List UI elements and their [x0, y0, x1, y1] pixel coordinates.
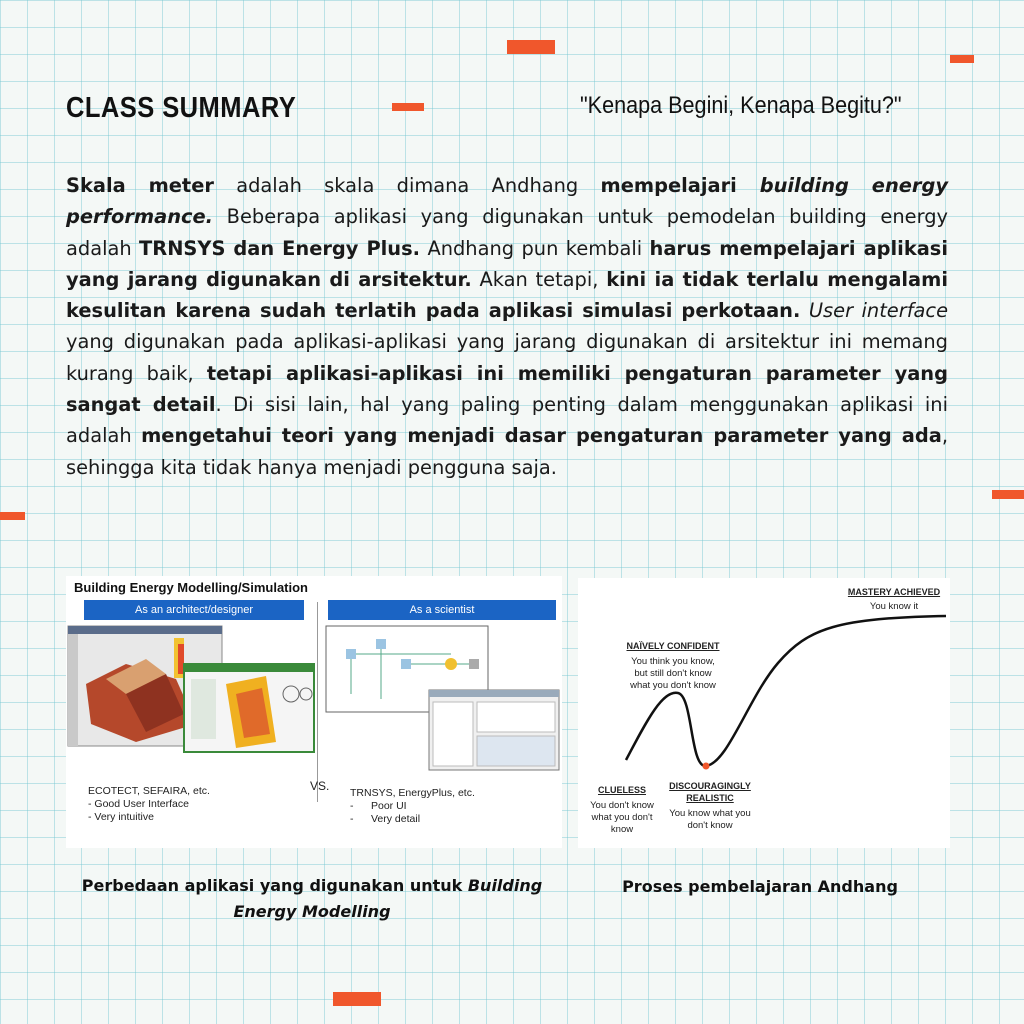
paragraph-run: User interface: [808, 299, 949, 323]
scientist-bar: As a scientist: [328, 600, 556, 620]
bem-comparison-figure: [66, 576, 562, 848]
paragraph-run: , sehingga kita tidak hanya menjadi pengguna saja.: [66, 424, 949, 479]
clueless-text: know: [610, 824, 634, 835]
paragraph-run: Skala meter: [66, 174, 214, 197]
paragraph-run: building energy performance.: [66, 174, 948, 229]
architect-point: - Very intuitive: [88, 811, 154, 823]
accent-strip: [392, 103, 424, 111]
mastery-label: [838, 586, 950, 613]
scientist-apps: TRNSYS, EnergyPlus, etc.: [350, 787, 475, 799]
page-subtitle: "Kenapa Begini, Kenapa Begitu?": [580, 92, 902, 119]
architect-bar: As an architect/designer: [84, 600, 304, 620]
vs-label: VS.: [310, 779, 330, 793]
discouraged-title: DISCOURAGINGLY: [669, 781, 751, 791]
left-caption-text: Perbedaan aplikasi yang digunakan untuk: [81, 876, 468, 895]
learning-curve-figure: [578, 578, 950, 848]
summary-paragraph: [66, 170, 948, 483]
discouraged-label: [660, 780, 760, 832]
paragraph-run: Andhang pun kembali: [420, 236, 650, 260]
accent-strip: [992, 490, 1024, 499]
paragraph-run: tetapi aplikasi-aplikasi ini memiliki pengaturan parameter yang sangat detail: [66, 361, 948, 417]
accent-strip: [333, 992, 381, 1006]
accent-strip: [0, 512, 25, 520]
paragraph-run: TRNSYS dan Energy Plus.: [139, 236, 421, 260]
divider-line: [317, 602, 318, 802]
naive-text: You think you know,: [631, 656, 715, 667]
paragraph-run: mengetahui teori yang menjadi dasar pengaturan parameter yang ada: [141, 424, 942, 448]
paragraph-run: . Di sisi lain, hal yang paling penting dalam menggunakan aplikasi ini adalah: [66, 393, 948, 448]
page-title: CLASS SUMMARY: [66, 92, 297, 124]
paragraph-run: harus mempelajari aplikasi yang jarang digunakan di arsitektur.: [66, 236, 948, 291]
naive-text: what you don't know: [630, 680, 716, 691]
architect-software-screenshot: [66, 624, 316, 756]
left-caption: [72, 873, 552, 925]
paragraph-run: kini ia tidak terlalu mengalami kesulitan karena sudah terlatih pada aplikasi simulasi perkotaan.: [66, 267, 948, 323]
paragraph-run: Beberapa aplikasi yang digunakan untuk pemodelan building energy adalah: [66, 205, 948, 260]
naive-label: [618, 640, 728, 692]
discouraged-text: don't know: [687, 820, 733, 831]
paragraph-run: mempelajari: [600, 174, 760, 197]
left-caption-italic: Building Energy Modelling: [233, 876, 543, 921]
accent-strip: [950, 55, 974, 63]
naive-title: NAÏVELY CONFIDENT: [626, 641, 720, 651]
discouraged-title: REALISTIC: [686, 793, 734, 803]
paragraph-run: Akan tetapi,: [471, 267, 607, 291]
right-caption: Proses pembelajaran Andhang: [622, 877, 898, 896]
accent-strip: [507, 40, 555, 54]
scientist-point: - Very detail: [350, 813, 421, 825]
clueless-title: CLUELESS: [597, 785, 646, 795]
naive-text: but still don't know: [634, 668, 712, 679]
scientist-software-screenshot: [321, 624, 561, 774]
clueless-label: [582, 784, 662, 836]
paragraph-run: [800, 299, 809, 322]
mastery-title: MASTERY ACHIEVED: [847, 587, 941, 597]
discouraged-text: You know what you: [669, 808, 751, 819]
paragraph-run: yang digunakan pada aplikasi-aplikasi yang jarang digunakan di arsitektur ini memang kurang baik,: [66, 330, 948, 385]
figure-title: Building Energy Modelling/Simulation: [74, 580, 308, 595]
architect-apps: ECOTECT, SEFAIRA, etc.: [88, 785, 210, 797]
scientist-point: - Poor UI: [350, 800, 407, 812]
paragraph-run: adalah skala dimana Andhang: [213, 174, 601, 197]
clueless-text: You don't know: [590, 800, 654, 811]
architect-point: - Good User Interface: [88, 798, 189, 810]
clueless-text: what you don't: [591, 812, 653, 823]
mastery-text: You know it: [869, 601, 919, 612]
